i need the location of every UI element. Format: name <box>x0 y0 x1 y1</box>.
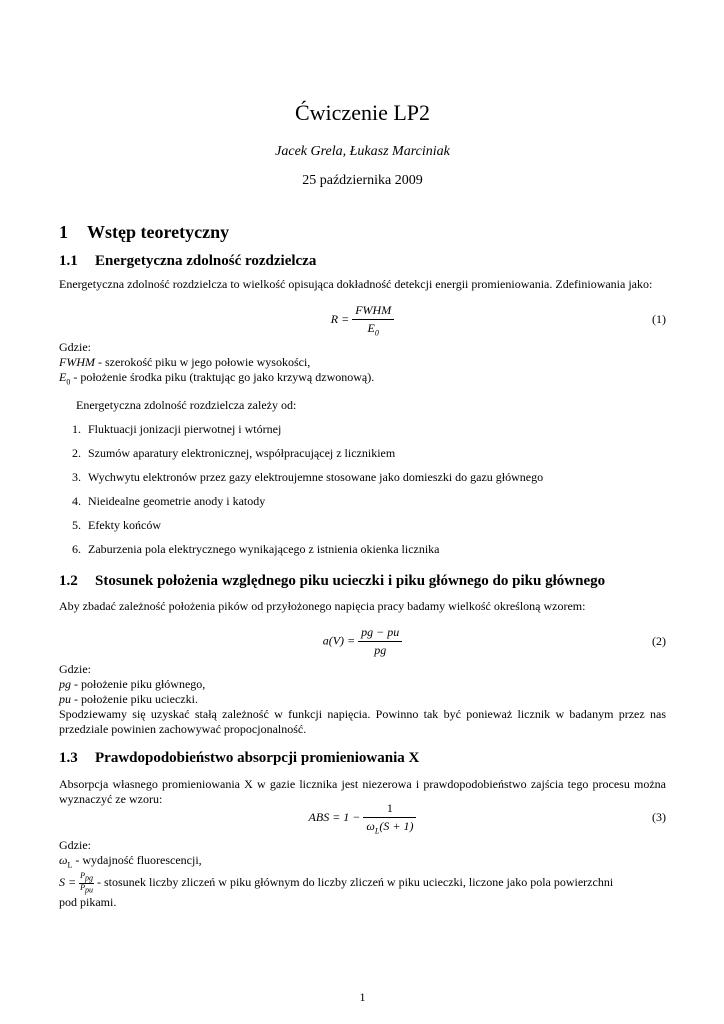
subsection-number: 1.1 <box>59 253 78 269</box>
gdzie-label: Gdzie: <box>59 838 91 852</box>
document-title: Ćwiczenie LP2 <box>294 100 431 125</box>
paragraph-depends: Energetyczna zdolność rozdzielcza zależy od: <box>76 398 297 412</box>
factor-list-item <box>59 422 666 446</box>
paragraph-ratio-intro: Aby zbadać zależność położenia pików od przyłożonego napięcia pracy badamy wielkość określoną wzorem: <box>59 599 586 613</box>
eq3-denominator: $\omega_L(S + 1)$ <box>366 819 414 836</box>
subsection-number: 1.2 <box>59 573 78 589</box>
definitions-block-1 <box>59 340 666 389</box>
factor-list-item <box>59 494 666 518</box>
list-item-text: Fluktuacji jonizacji pierwotnej i wtórnej <box>88 422 282 436</box>
list-item-text: Nieidealne geometrie anody i katody <box>88 494 266 508</box>
definitions-block-3 <box>59 838 666 910</box>
eq3-numerator: 1 <box>363 801 416 818</box>
eq3-label: (3) <box>652 810 666 824</box>
factor-list-item <box>59 470 666 494</box>
gdzie-label: Gdzie: <box>59 662 91 676</box>
eq1-fraction <box>352 303 394 337</box>
list-item-number: 6. <box>72 542 81 556</box>
list-item-text: Szumów aparatury elektronicznej, współpracującej z licznikiem <box>88 446 396 460</box>
eq2-numerator: pg − pu <box>358 625 402 642</box>
eq2-label: (2) <box>652 634 666 648</box>
authors: Jacek Grela, Łukasz Marciniak <box>275 144 450 159</box>
subsection-title: Energetyczna zdolność rozdzielcza <box>95 253 317 269</box>
subsection-1-3-heading <box>59 750 419 767</box>
subsection-1-2-heading <box>59 573 605 590</box>
eq2-denominator: pg <box>374 643 387 657</box>
section-title: Wstęp teoretyczny <box>87 222 230 242</box>
paragraph-absorption-intro: Absorpcja własnego promieniowania X w gazie licznika jest niezerowa i prawdopodobieństwo zajścia tego procesu można wyznaczyć ze wzoru: <box>59 777 666 806</box>
definition-s: S = $P_{pg}$ $P_{pu}$ - stosunek liczby zliczeń w piku głównym do liczby zliczeń w piku ucieczki, liczone jako pola powierzchni <box>59 871 614 895</box>
section-1-heading <box>59 222 229 243</box>
subsection-1-1-heading <box>59 253 316 270</box>
definition-omega: $\omega_L$ - wydajność fluorescencji, <box>59 853 202 870</box>
definition-pu: pu - położenie piku ucieczki. <box>59 692 198 706</box>
s-fraction: $P_{pg}$ $P_{pu}$ <box>80 871 93 895</box>
page-number: 1 <box>359 990 366 1004</box>
equation-1 <box>59 303 666 339</box>
definition-s-continued: pod pikami. <box>59 894 117 909</box>
subsection-title: Prawdopodobieństwo absorpcji promieniowania X <box>95 750 420 766</box>
definition-e0: $E_0$ - położenie środka piku (traktując go jako krzywą dzwonową). <box>59 370 375 387</box>
eq2-fraction <box>358 625 402 658</box>
paragraph-resolution-intro: Energetyczna zdolność rozdzielcza to wielkość opisująca dokładność detekcji energii promieniowania. Zdefiniowania jako: <box>59 277 653 291</box>
list-item-text: Efekty końców <box>88 518 161 532</box>
eq1-label: (1) <box>652 312 666 326</box>
list-item-text: Wychwytu elektronów przez gazy elektroujemne stosowane jako domieszki do gazu głównego <box>88 470 544 484</box>
equation-2 <box>59 625 666 661</box>
eq3-fraction <box>363 801 416 835</box>
eq3-lhs: ABS = 1 − <box>308 809 361 824</box>
eq1-lhs: R = <box>330 311 350 326</box>
equation-3 <box>59 801 666 837</box>
factor-list <box>59 422 666 566</box>
definitions-block-2 <box>59 662 666 707</box>
list-item-number: 1. <box>72 422 81 436</box>
subsection-number: 1.3 <box>59 750 78 766</box>
gdzie-label: Gdzie: <box>59 340 91 354</box>
paragraph-expectation: Spodziewamy się uzyskać stałą zależność w funkcji napięcia. Powinno tak być ponieważ licznik w badanym przez nas przedziale powinien zachowywać propocjonalność. <box>59 707 666 736</box>
document-date: 25 października 2009 <box>302 173 423 188</box>
definition-pg: pg - położenie piku głównego, <box>59 677 206 691</box>
factor-list-item <box>59 446 666 470</box>
list-item-number: 5. <box>72 518 81 532</box>
eq1-numerator: FWHM <box>352 303 394 320</box>
factor-list-item <box>59 542 666 566</box>
list-item-text: Zaburzenia pola elektrycznego wynikającego z istnienia okienka licznika <box>88 542 440 556</box>
factor-list-item <box>59 518 666 542</box>
section-number: 1 <box>59 222 68 242</box>
list-item-number: 4. <box>72 494 81 508</box>
definition-fwhm: FWHM - szerokość piku w jego połowie wysokości, <box>59 355 311 369</box>
list-item-number: 2. <box>72 446 81 460</box>
eq2-lhs: a(V) = <box>322 633 356 648</box>
eq1-denominator: $E_0$ <box>367 321 379 338</box>
list-item-number: 3. <box>72 470 81 484</box>
subsection-title: Stosunek położenia względnego piku ucieczki i piku głównego do piku głównego <box>95 573 606 589</box>
